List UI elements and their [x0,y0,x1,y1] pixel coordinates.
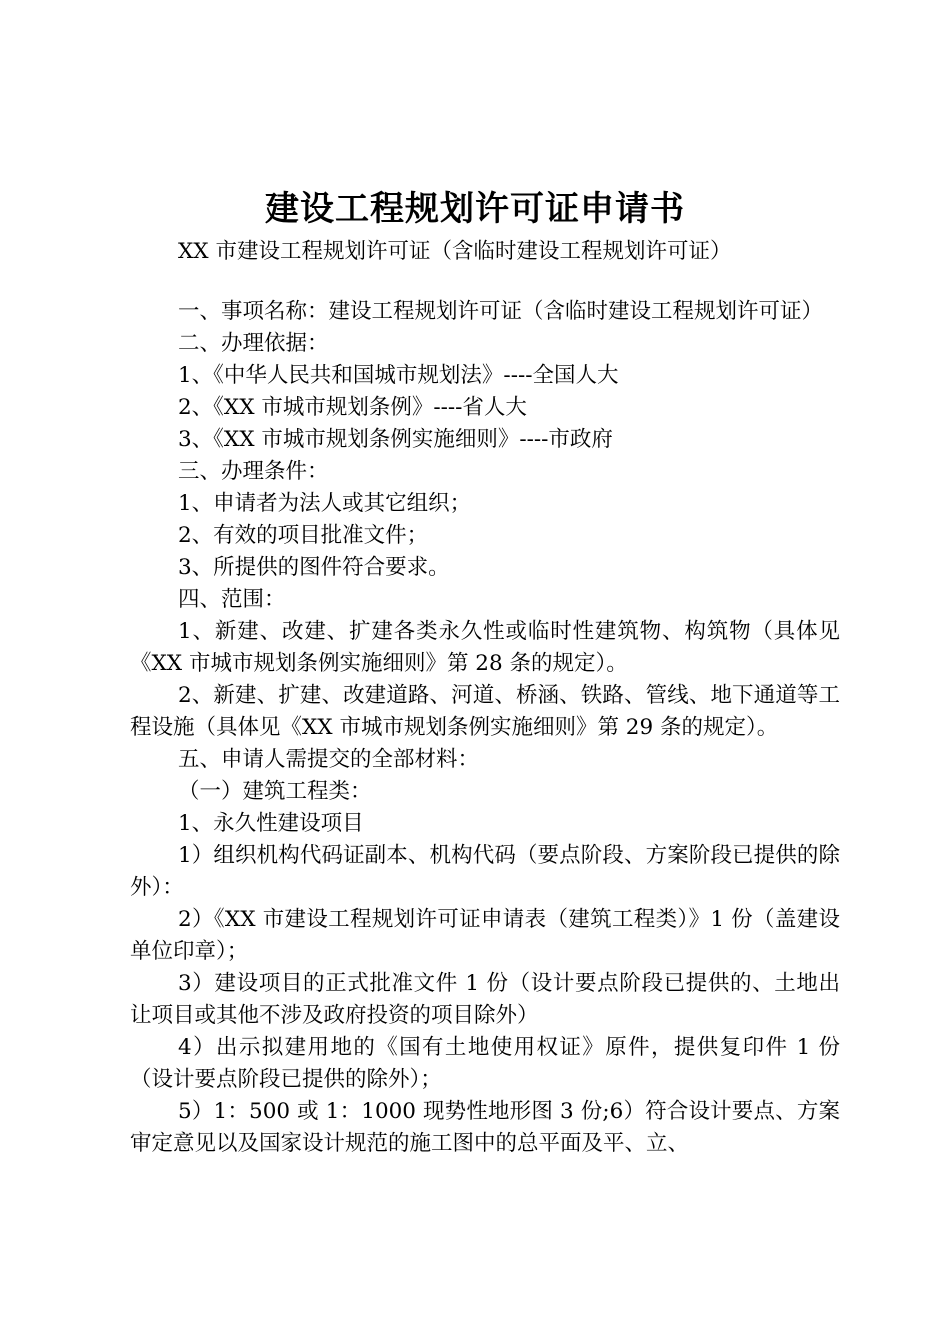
section-conditions-heading: 三、办理条件： [178,459,329,484]
document-body [130,296,840,1160]
basis-item: 1、《中华人民共和国城市规划法》----全国人大 [178,363,619,388]
material-item: 3）建设项目的正式批准文件 1 份（设计要点阶段已提供的、土地出让项目或其他不涉及政府投资的项目除外） [130,971,840,1028]
section-item-name: 一、事项名称：建设工程规划许可证（含临时建设工程规划许可证） [178,299,824,324]
material-item: 1）组织机构代码证副本、机构代码（要点阶段、方案阶段已提供的除外）： [130,843,840,900]
scope-item: 2、新建、扩建、改建道路、河道、桥涵、铁路、管线、地下通道等工程设施（具体见《XX 市城市规划条例实施细则》第 29 条的规定）。 [130,683,840,740]
condition-item: 1、申请者为法人或其它组织； [178,491,472,516]
basis-item: 3、《XX 市城市规划条例实施细则》----市政府 [178,427,613,452]
materials-subheading: 1、永久性建设项目 [178,811,364,836]
materials-subheading: （一）建筑工程类： [178,779,372,804]
section-scope-heading: 四、范围： [178,587,286,612]
material-item: 2）《XX 市建设工程规划许可证申请表（建筑工程类）》1 份（盖建设单位印章）； [130,907,840,964]
section-materials-heading: 五、申请人需提交的全部材料： [178,747,480,772]
condition-item: 2、有效的项目批准文件； [178,523,429,548]
condition-item: 3、所提供的图件符合要求。 [178,555,450,580]
document-subtitle: XX 市建设工程规划许可证（含临时建设工程规划许可证） [178,239,732,264]
material-item: 4）出示拟建用地的《国有土地使用权证》原件，提供复印件 1 份（设计要点阶段已提供的除外）； [130,1035,840,1092]
section-basis-heading: 二、办理依据： [178,331,329,356]
document-title: 建设工程规划许可证申请书 [265,189,685,229]
basis-item: 2、《XX 市城市规划条例》----省人大 [178,395,527,420]
scope-item: 1、新建、改建、扩建各类永久性或临时性建筑物、构筑物（具体见《XX 市城市规划条例实施细则》第 28 条的规定）。 [130,619,840,676]
material-item: 5）1：500 或 1：1000 现势性地形图 3 份;6）符合设计要点、方案审定意见以及国家设计规范的施工图中的总平面及平、立、 [130,1099,840,1156]
